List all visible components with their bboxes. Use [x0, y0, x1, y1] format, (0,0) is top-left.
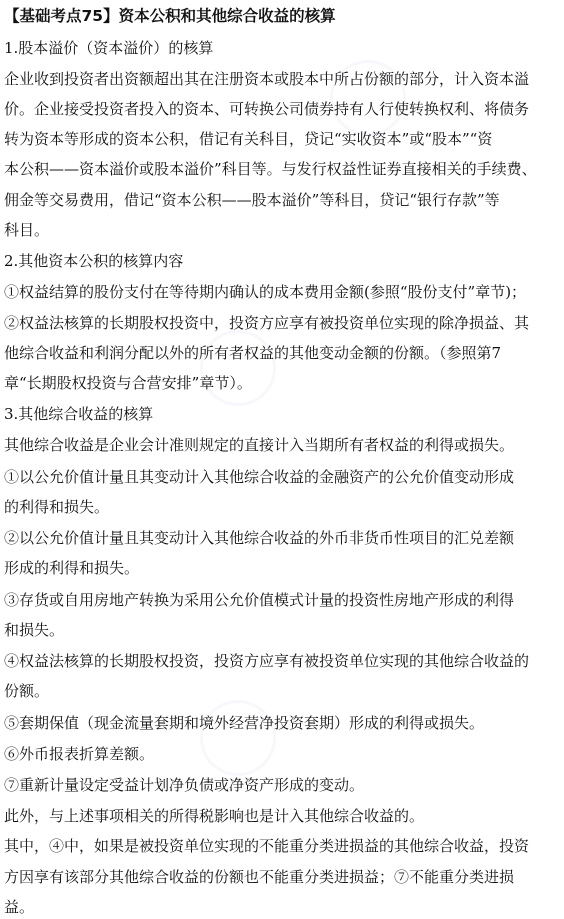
- text-line: 企业收到投资者出资额超出其在注册资本或股本中所占份额的部分，计入资本溢: [4, 70, 530, 88]
- text-line: 价。企业接受投资者投入的资本、可转换公司债券持有人行使转换权利、将债务: [4, 100, 530, 118]
- text-line: ⑤套期保值（现金流量套期和境外经营净投资套期）形成的利得或损失。: [4, 714, 485, 732]
- section-heading-2: 2.其他资本公积的核算内容: [4, 252, 184, 270]
- text-line: ②以公允价值计量且其变动计入其他综合收益的外币非货币性项目的汇兑差额: [4, 529, 515, 547]
- text-line: 科目。: [4, 221, 50, 239]
- text-line: 的利得和损失。: [4, 498, 110, 516]
- section-heading-1: 1.股本溢价（资本溢价）的核算: [4, 39, 214, 57]
- text-line: ④权益法核算的长期股权投资，投资方应享有被投资单位实现的其他综合收益的: [4, 652, 530, 670]
- text-line: ①权益结算的股份支付在等待期内确认的成本费用金额(参照“股份支付”章节)；: [4, 283, 527, 301]
- text-line: 益。: [4, 898, 35, 916]
- text-line: ①以公允价值计量且其变动计入其他综合收益的金融资产的公允价值变动形成: [4, 468, 515, 486]
- text-line: 形成的利得和损失。: [4, 559, 140, 577]
- text-line: 他综合收益和利润分配以外的所有者权益的其他变动金额的份额。（参照第7: [4, 344, 502, 362]
- text-line: 方因享有该部分其他综合收益的份额也不能重分类进损益；⑦不能重分类进损: [4, 868, 515, 886]
- text-line: 转为资本等形成的资本公积，借记有关科目，贷记“实收资本”或“股本”“资: [4, 130, 493, 148]
- text-line: 份额。: [4, 682, 50, 700]
- text-line: 和损失。: [4, 621, 65, 639]
- section-heading-3: 3.其他综合收益的核算: [4, 405, 154, 423]
- text-line: ③存货或自用房地产转换为采用公允价值模式计量的投资性房地产形成的利得: [4, 591, 515, 609]
- text-line: 本公积——资本溢价或股本溢价”科目等。与发行权益性证券直接相关的手续费、: [4, 160, 537, 178]
- text-line: 其他综合收益是企业会计准则规定的直接计入当期所有者权益的利得或损失。: [4, 436, 515, 454]
- text-line: 此外，与上述事项相关的所得税影响也是计入其他综合收益的。: [4, 807, 425, 825]
- page-title: 【基础考点75】资本公积和其他综合收益的核算: [4, 7, 336, 25]
- text-line: 章“长期股权投资与合营安排”章节）。: [4, 374, 252, 392]
- text-line: ⑥外币报表折算差额。: [4, 745, 155, 763]
- text-line: ⑦重新计量设定受益计划净负债或净资产形成的变动。: [4, 776, 365, 794]
- text-line: ②权益法核算的长期股权投资中，投资方应享有被投资单位实现的除净损益、其: [4, 314, 530, 332]
- text-line: 其中，④中，如果是被投资单位实现的不能重分类进损益的其他综合收益，投资: [4, 837, 530, 855]
- text-line: 佣金等交易费用，借记“资本公积——股本溢价”等科目，贷记“银行存款”等: [4, 191, 500, 209]
